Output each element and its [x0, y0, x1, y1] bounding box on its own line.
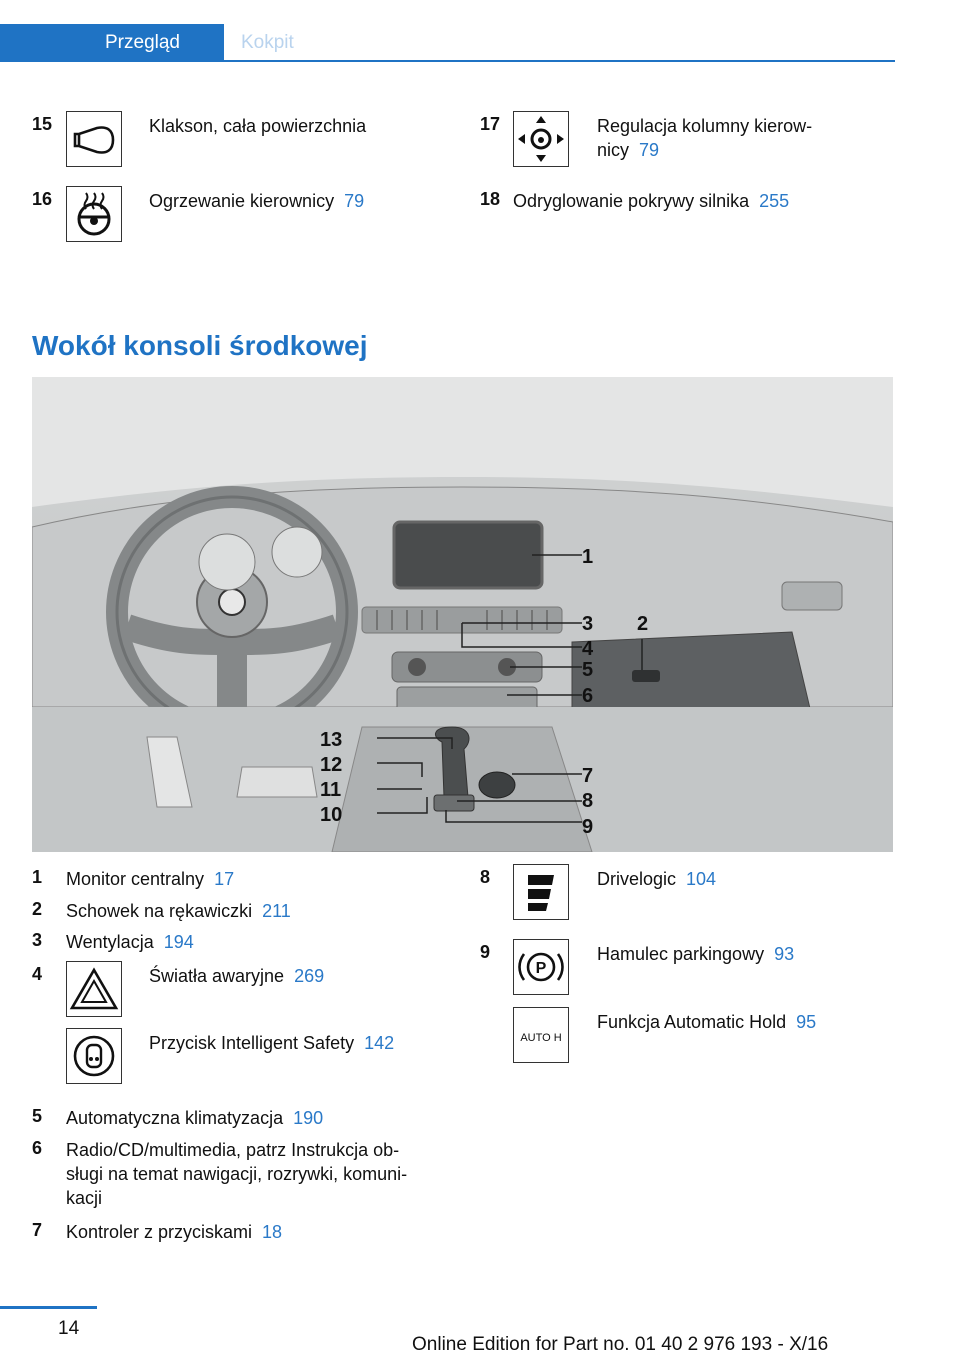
callout-label: 11 [320, 779, 342, 801]
item-text: Przycisk Intelligent Safety 142 [149, 1033, 395, 1053]
page-ref-link[interactable]: 255 [759, 191, 790, 211]
item-number: 5 [32, 1106, 43, 1126]
steering-column-adjust-icon [513, 111, 569, 167]
item-text: Odryglowanie pokrywy silnika 255 [513, 191, 790, 211]
item-number: 6 [32, 1138, 43, 1158]
page-number: 14 [58, 1318, 80, 1339]
item-text: Automatyczna klimatyzacja 190 [66, 1108, 324, 1128]
page-ref-link[interactable]: 142 [364, 1033, 395, 1053]
callout-label: 6 [582, 685, 594, 707]
auto-hold-icon-label: AUTO H [520, 1032, 562, 1044]
item-number: 18 [480, 189, 501, 209]
callout-label: 9 [582, 816, 594, 838]
item-text: Funkcja Automatic Hold 95 [597, 1012, 817, 1032]
page-ref-link[interactable]: 190 [293, 1108, 324, 1128]
callout-label: 3 [582, 613, 594, 635]
item-text: Regulacja kolumny kierow‐ nicy 79 [597, 116, 813, 160]
page-ref-link[interactable]: 17 [214, 869, 235, 889]
item-number: 3 [32, 930, 43, 950]
tab-kokpit[interactable]: Kokpit [241, 32, 294, 53]
item-number: 16 [32, 189, 53, 209]
item-text: Schowek na rękawiczki 211 [66, 901, 291, 921]
item-text: Ogrzewanie kierownicy 79 [149, 191, 365, 211]
item-number: 2 [32, 899, 43, 919]
intelligent-safety-icon [66, 1028, 122, 1084]
item-text: Kontroler z przyciskami 18 [66, 1222, 283, 1242]
item-text: Światła awaryjne 269 [149, 966, 325, 986]
page-ref-link[interactable]: 269 [294, 966, 325, 986]
page-ref-link[interactable]: 194 [163, 932, 194, 952]
callout-label: 4 [582, 638, 594, 660]
drivelogic-icon [513, 864, 569, 920]
callout-label: 7 [582, 765, 594, 787]
center-console-illustration [32, 377, 893, 852]
hazard-triangle-icon [66, 961, 122, 1017]
item-number: 9 [480, 942, 491, 962]
item-text: Klakson, cała powierzchnia [149, 116, 367, 136]
tab-przeglad[interactable]: Przegląd [0, 24, 224, 62]
callout-label: 8 [582, 790, 594, 812]
auto-hold-icon [513, 1007, 569, 1063]
footer-accent-line [0, 1306, 97, 1309]
page-ref-link[interactable]: 211 [262, 901, 291, 921]
heated-steering-wheel-icon [66, 186, 122, 242]
item-text: Radio/CD/multimedia, patrz Instrukcja ob‐ sługi na temat nawigacji, rozrywki, komuni‐ kacji [66, 1140, 408, 1208]
parking-brake-icon [513, 939, 569, 995]
item-number: 1 [32, 867, 43, 887]
section-title: Wokół konsoli środkowej [32, 330, 368, 361]
page-ref-link[interactable]: 95 [796, 1012, 817, 1032]
item-number: 17 [480, 114, 501, 134]
page-ref-link[interactable]: 79 [639, 140, 660, 160]
page-ref-link[interactable]: 79 [344, 191, 365, 211]
callout-label: 10 [320, 804, 343, 826]
item-text: Monitor centralny 17 [66, 869, 235, 889]
page-ref-link[interactable]: 104 [686, 869, 717, 889]
tab-bar [0, 0, 895, 62]
svg-text:P: P [535, 960, 547, 977]
callout-label: 12 [320, 754, 343, 776]
callout-label: 5 [582, 659, 594, 681]
item-text: Drivelogic 104 [597, 869, 717, 889]
callout-label: 2 [637, 613, 649, 635]
item-text: Hamulec parkingowy 93 [597, 944, 795, 964]
callout-label: 1 [582, 546, 594, 568]
item-text: Wentylacja 194 [66, 932, 194, 952]
item-number: 7 [32, 1220, 43, 1240]
page-ref-link[interactable]: 18 [262, 1222, 283, 1242]
item-number: 8 [480, 867, 491, 887]
edition-info: Online Edition for Part no. 01 40 2 976 193 - X/16 [412, 1334, 829, 1355]
item-number: 15 [32, 114, 53, 134]
item-number: 4 [32, 964, 43, 984]
callout-label: 13 [320, 729, 343, 751]
page-ref-link[interactable]: 93 [774, 944, 795, 964]
horn-icon [66, 111, 122, 167]
